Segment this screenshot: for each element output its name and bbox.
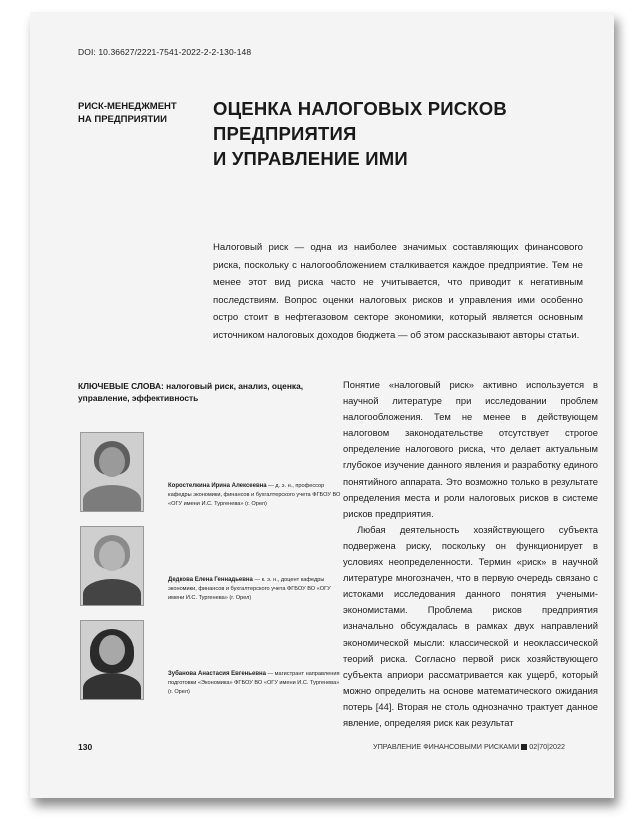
issue-number: 02|70|2022 [529,742,565,751]
author-photo [80,526,144,606]
author-description: — к. э. н., доцент кафедры экономики, финансов и бухгалтерского учета ФГБОУ ВО «ОГУ имени И.С. Тургенева» (г. Орел) [168,577,331,601]
section-heading [78,100,198,126]
author-description: — магистрант направления подготовки «Экономика» ФГБОУ ВО «ОГУ имени И.С. Тургенева» (г. Орел) [168,671,340,695]
body-paragraph-1: Понятие «налоговый риск» активно используется в научной литературе при исследовании проблем налогообложения. Тем не менее в действующем налоговом законодательстве отсутствует строгое определение налогового риска, что делает актуальным глубокое изучение данного явления и разработку единого понятийного аппарата. Это возможно только в результате определения места и роли налоговых рисков в системе рисков предприятия. [343,379,598,519]
author-card [78,620,343,710]
title-line-2: И УПРАВЛЕНИЕ ИМИ [213,148,408,169]
author-card [78,526,343,616]
keywords-label: КЛЮЧЕВЫЕ СЛОВА: [78,381,164,391]
author-description: — д. э. н., профессор кафедры экономики, финансов и бухгалтерского учета ФГБОУ ВО «ОГУ имени И.С. Тургенева» (г. Орел) [168,483,341,507]
page-number: 130 [78,742,93,752]
section-line-2: НА ПРЕДПРИЯТИИ [78,114,167,125]
body-paragraph-2: Любая деятельность хозяйствующего субъекта подвержена риску, поскольку он функционирует в условиях неопределенности. Термин «риск» в научной литературе многозначен, что в первую очередь связано с истоками исследования данного понятия учеными-экономистами. Проблема рисков предприятия изначально обсуждалась в рамках двух направлений экономической мысли: классической и неоклассической теорий риска. Согласно первой риск хозяйствующего субъекта априори рассматривается как ущерб, который можно определить на основе математического ожидания потерь [44]. Вторая не столь однозначно трактует данное явление, определяя риск как результат [343,523,598,728]
author-photo [80,620,144,700]
journal-page [30,12,614,798]
abstract: Налоговый риск — одна из наиболее значимых составляющих финансового риска, поскольку с налогообложением сталкивается каждое предприятие. Тем не менее этот вид риска часто не учитывается, что приводит к негативным последствиям. Вопрос оценки налоговых рисков и управления ими особенно остро стоит в нефтегазовом секторе экономики, который является основным источником налоговых доходов бюджета — об этом рассказывают авторы статьи. [213,242,583,341]
keywords [78,380,323,404]
author-bio [168,670,343,697]
author-bio [168,576,343,603]
section-line-1: РИСК-МЕНЕДЖМЕНТ [78,101,177,112]
article-title [213,96,613,171]
author-name: Коростелкина Ирина Алексеевна [168,483,267,489]
article-body [343,377,598,731]
journal-footer [373,742,565,751]
author-bio [168,482,343,509]
author-card [78,432,343,522]
author-name: Дедкова Елена Геннадьевна [168,577,253,583]
doi: DOI: 10.36627/2221-7541-2022-2-2-130-148 [78,47,252,57]
author-photo [80,432,144,512]
keywords-list: налоговый риск, анализ, оценка, управление, эффективность [78,381,304,403]
square-separator-icon [521,744,527,750]
title-line-1: ОЦЕНКА НАЛОГОВЫХ РИСКОВ ПРЕДПРИЯТИЯ [213,98,507,144]
author-name: Зубанова Анастасия Евгеньевна [168,671,266,677]
journal-name: УПРАВЛЕНИЕ ФИНАНСОВЫМИ РИСКАМИ [373,742,520,751]
